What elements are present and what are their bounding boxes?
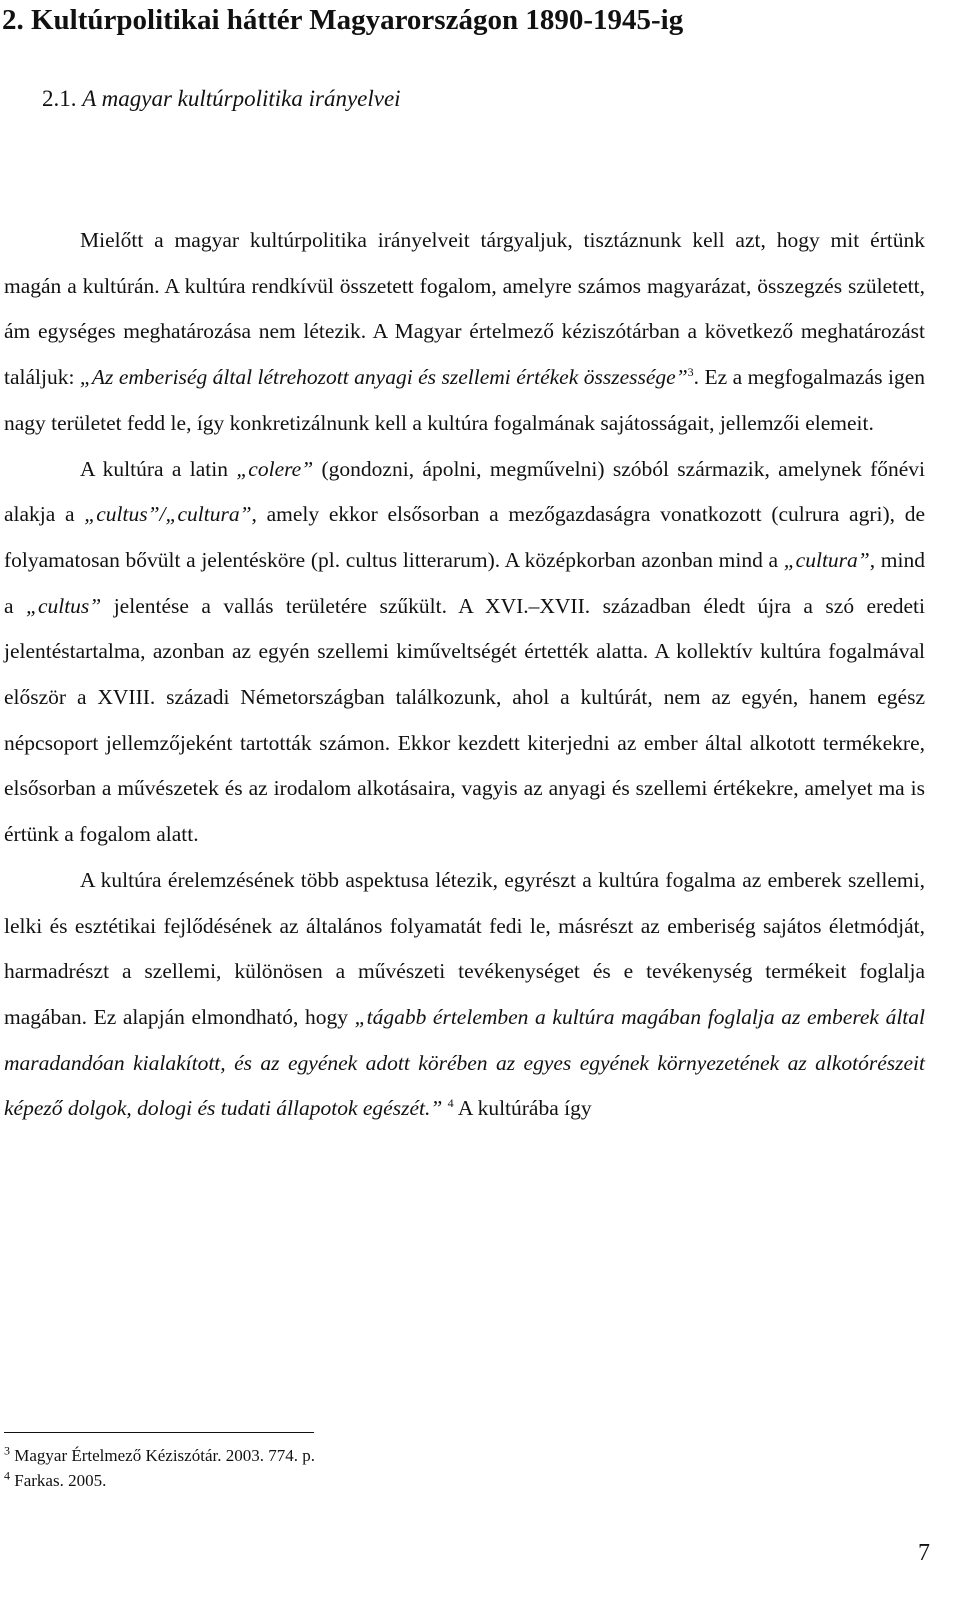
section-name: A magyar kultúrpolitika irányelvei [82,86,401,111]
paragraph-1 [4,218,925,447]
paragraph-2 [4,447,925,858]
dictionary-quote: „Az emberiség által létrehozott anyagi és szellemi értékek összessége” [79,365,688,390]
footnote-separator [4,1432,314,1433]
footnote-marker: 4 [4,1468,10,1483]
paragraph-3 [4,858,925,1132]
footnote-ref-3: 3 [687,364,694,379]
p2-text-1: A kultúra a latin [80,456,237,481]
footnotes [4,1443,315,1493]
p1-text-2: . Ez a megfogalmazás igen nagy területet fedd le, így konkretizálnunk kell a kultúra fogalmának sajátosságait, jellemzői elemeit. [4,365,926,435]
page-number: 7 [918,1540,930,1566]
latin-term-cultus: „cultus” [25,593,102,618]
latin-term-cultus-cultura: „cultus”/„cultura” [84,502,252,527]
latin-term-colere: „colere” [236,456,314,481]
p1-text-1: Mielőtt a magyar kultúrpolitika irányelveit tárgyaljuk, tisztáznunk kell azt, hogy mit értünk magán a kultúrán. A kultúra rendkívül összetett fogalom, amelyre számos magyarázat, összegzés született, ám egységes meghatározása nem létezik. A Magyar értelmező kéziszótárban a következő meghatározást találjuk: [4,228,925,390]
footnote-3 [4,1443,315,1468]
footnote-ref-4: 4 [447,1096,454,1111]
section-number: 2.1. [42,86,77,111]
definition-quote: „tágabb értelemben a kultúra magában foglalja az emberek által maradandóan kialakított, és az egyének adott körében az egyes egyének környezetének az alkotórészeit képező dolgok, dologi és tudati állapotok egészét.” [4,1004,925,1121]
p2-text-4: , mind a [4,547,925,618]
footnote-4 [4,1468,315,1493]
body-text [4,218,925,1132]
latin-term-cultura: „cultura” [783,547,870,572]
p2-text-3: , amely ekkor elsősorban a mezőgazdaságra vonatkozott (culrura agri), de folyamatosan bővült a jelentésköre (pl. cultus litterarum). A középkorban azonban mind a [4,502,925,572]
section-title [42,84,401,114]
p3-text-2: A kultúrába így [453,1096,592,1121]
p2-text-2: (gondozni, ápolni, megművelni) szóból származik, amelynek főnévi alakja a [4,456,925,527]
p3-text-1: A kultúra érelemzésének több aspektusa létezik, egyrészt a kultúra fogalma az emberek szellemi, lelki és esztétikai fejlődésének az általános folyamatát fedi le, másrészt az emberiség sajátos életmódját, harmadrészt a szellemi, különösen a művészeti tevékenységet és e tevékenység termékeit foglalja magában. Ez alapján elmondható, hogy [4,867,925,1029]
chapter-title: 2. Kultúrpolitikai háttér Magyarországon 1890-1945-ig [2,4,684,36]
footnote-marker: 3 [4,1443,10,1458]
footnote-text: Farkas. 2005. [14,1471,107,1490]
p2-text-5: jelentése a vallás területére szűkült. A XVI.–XVII. században éledt újra a szó eredeti jelentéstartalma, azonban az egyén szellemi kiműveltségét értették alatta. A kollektív kultúra fogalmával először a XVIII. századi Németországban találkozunk, ahol a kultúrát, nem az egyén, hanem egész népcsoport jellemzőjeként tartották számon. Ekkor kezdett kiterjedni az ember által alkotott termékekre, elsősorban a művészetek és az irodalom alkotásaira, vagyis az anyagi és szellemi értékekre, amelyet ma is értünk a fogalom alatt. [4,593,925,847]
footnote-text: Magyar Értelmező Kéziszótár. 2003. 774. p. [14,1446,315,1465]
